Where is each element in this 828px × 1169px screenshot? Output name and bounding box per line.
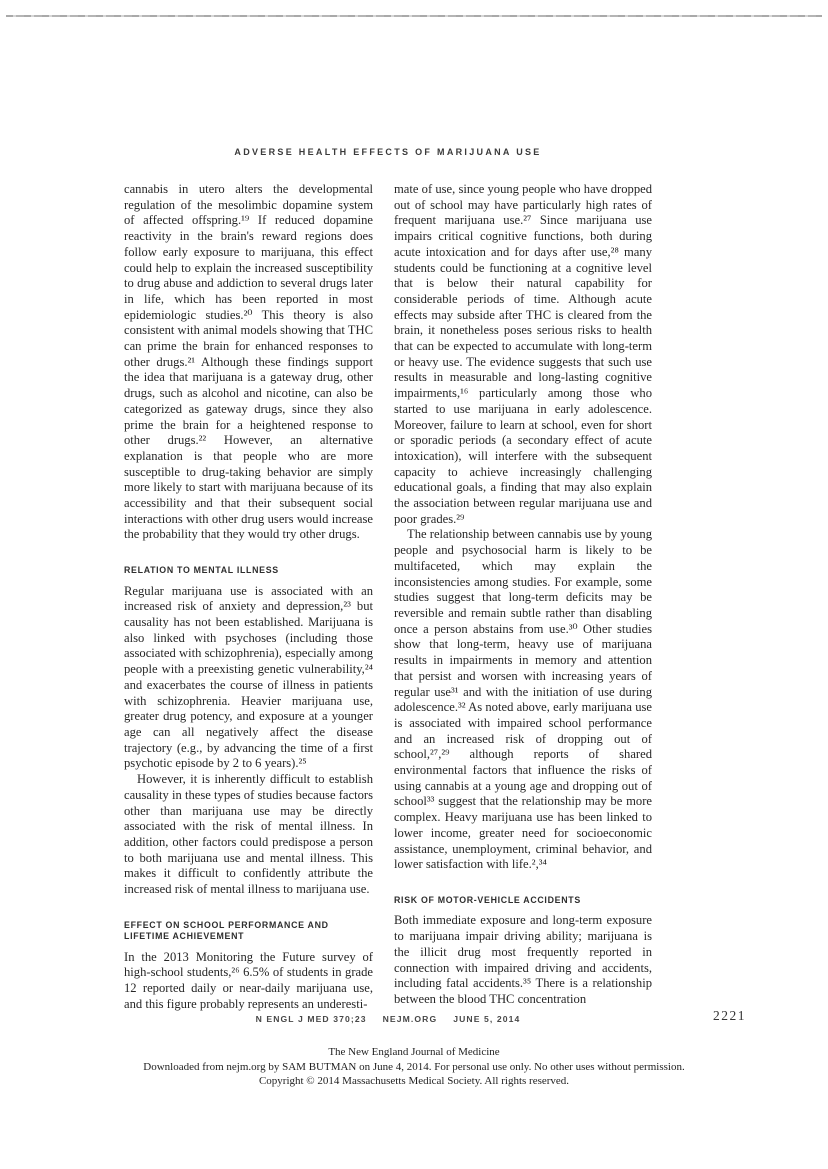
paragraph-motor-vehicle: Both immediate exposure and long-term exposure to marijuana impair driving ability; marijuana is the illicit drug most frequently reported in connection with impaired driving and accidents, including fatal accidents.³⁵ There is a relationship between the blood THC concentration — [394, 913, 652, 1006]
issue-date: JUNE 5, 2014 — [453, 1014, 521, 1024]
paragraph-psychosocial-harm: The relationship between cannabis use by young people and psychosocial harm is likely to be multifaceted, which may explain the inconsistencies among studies. For example, some studies suggest that long-term deficits may be reversible and remain subtle rather than disabling once a person abstains from use.³⁰ Other studies show that long-term, heavy use of marijuana results in impairments in memory and attention that persist and worsen with increasing years of regular use³¹ and with the initiation of use during adolescence.³² As noted above, early marijuana use is associated with impaired school performance and an increased risk of dropping out of school,²⁷,²⁹ although reports of shared environmental factors that influence the risks of using cannabis at a young age and dropping out of school³³ suggest that the relationship may be more complex. Heavy marijuana use has been linked to lower income, greater need for socioeconomic assistance, unemployment, criminal behavior, and lower satisfaction with life.²,³⁴ — [394, 527, 652, 872]
download-notice — [0, 1045, 828, 1089]
section-heading-mental-illness: RELATION TO MENTAL ILLNESS — [124, 565, 279, 576]
notice-copyright-line: Copyright © 2014 Massachusetts Medical Society. All rights reserved. — [258, 1075, 570, 1087]
section-heading-school-performance: EFFECT ON SCHOOL PERFORMANCE AND LIFETIME ACHIEVEMENT — [124, 919, 329, 942]
section-heading-motor-vehicle: RISK OF MOTOR-VEHICLE ACCIDENTS — [394, 894, 581, 905]
journal-website: NEJM.ORG — [382, 1014, 438, 1024]
page-number: 2221 — [713, 1008, 746, 1023]
paragraph-school-performance-1: In the 2013 Monitoring the Future survey of high-school students,²⁶ 6.5% of students in grade 12 reported daily or near-daily marijuana use, and this figure probably represents an underesti- — [124, 949, 373, 1011]
column-left — [124, 182, 373, 1013]
paragraph-mental-illness-2: However, it is inherently difficult to establish causality in these types of studies because factors other than marijuana use may be directly associated with the risk of mental illness. In addition, other factors could predispose a person to both marijuana use and mental illness. This makes it difficult to confidently attribute the increased risk of mental illness to marijuana use. — [124, 772, 373, 897]
scan-artifact-line — [6, 15, 822, 17]
notice-download-line: Downloaded from nejm.org by SAM BUTMAN on June 4, 2014. For personal use only. No other uses without permission. — [143, 1060, 685, 1073]
running-head: ADVERSE HEALTH EFFECTS OF MARIJUANA USE — [234, 147, 542, 157]
article-body — [124, 182, 652, 1013]
column-right — [394, 182, 652, 1013]
journal-footer — [124, 1014, 652, 1024]
paragraph-mental-illness-1: Regular marijuana use is associated with an increased risk of anxiety and depression,²³ but causality has not been established. Marijuana is also linked with psychoses (including those associated with schizophrenia), especially among people with a preexisting genetic vulnerability,²⁴ and exacerbates the course of illness in patients with schizophrenia. Heavier marijuana use, greater drug potency, and exposure at a younger age can all negatively affect the disease trajectory (e.g., by advancing the time of a first psychotic episode by 2 to 6 years).²⁵ — [124, 583, 373, 771]
paragraph-school-performance-2: mate of use, since young people who have dropped out of school may have particularly high rates of frequent marijuana use.²⁷ Since marijuana use impairs critical cognitive functions, both during acute intoxication and for days after use,²⁸ many students could be functioning at a cognitive level that is below their natural capability for considerable periods of time. Although acute effects may subside after THC is cleared from the brain, it nonetheless poses serious risks to health that can be expected to accumulate with long-term or heavy use. The evidence suggests that such use results in measurable and long-lasting cognitive impairments,¹⁶ particularly among those who started to use marijuana in early adolescence. Moreover, failure to learn at school, even for short or sporadic periods (a secondary effect of acute intoxication), will interfere with the subsequent capacity to achieve increasingly challenging educational goals, a finding that may also explain the association between regular marijuana use and poor grades.²⁹ — [394, 182, 652, 526]
paragraph-gateway-drug: cannabis in utero alters the developmental regulation of the mesolimbic dopamine system of affected offspring.¹⁹ If reduced dopamine reactivity in the brain's reward regions does follow early exposure to marijuana, this effect could help to explain the increased susceptibility to drug abuse and addiction to several drugs later in life, which has been reported in most epidemiologic studies.²⁰ This theory is also consistent with animal models showing that THC can prime the brain for enhanced responses to other drugs.²¹ Although these findings support the idea that marijuana is a gateway drug, other drugs, such as alcohol and nicotine, can also be categorized as gateway drugs, since they also prime the brain for a heightened response to other drugs.²² However, an alternative explanation is that people who are more susceptible to drug-taking behavior are simply more likely to start with marijuana because of its accessibility and that their subsequent social interactions with other drug users would increase the probability that they would try other drugs. — [124, 182, 373, 542]
notice-journal-name: The New England Journal of Medicine — [328, 1046, 500, 1058]
journal-citation: N ENGL J MED 370;23 — [255, 1014, 367, 1024]
